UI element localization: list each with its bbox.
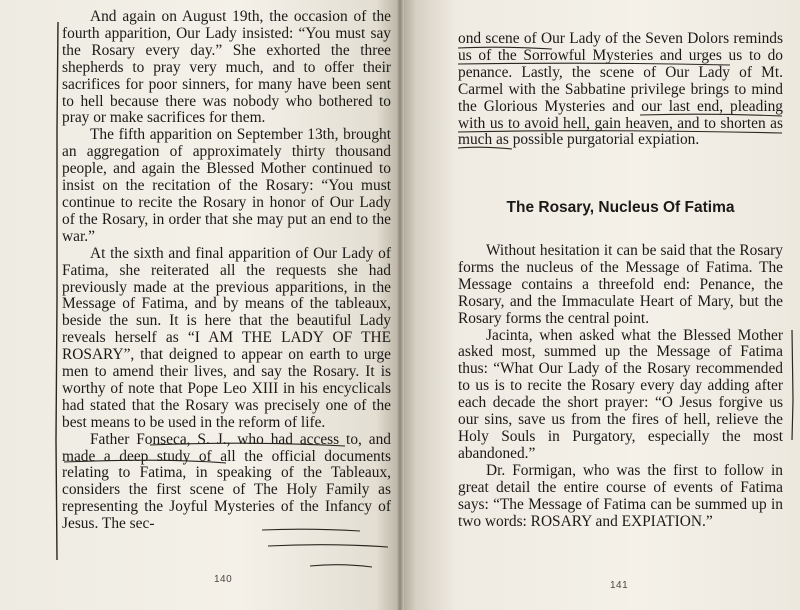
left-page-text [62,9,391,533]
right-page-text [458,243,783,530]
page-number-right: 141 [610,580,629,591]
paragraph: Dr. Formigan, who was the first to follow in great detail the entire course of events of Fatima says: “The Message of Fatima can be summed up in two words: ROSARY and EXPIATION.” [458,461,783,530]
right-page-continuation [458,31,783,149]
paragraph: At the sixth and final apparition of Our Lady of Fatima, she reiterated all the requests she had previously made at the previous apparitions, in the Message of Fatima, and by means of the tableaux, beside the sun. It is here that the beautiful Lady reveals herself as “I AM THE LADY OF THE ROSARY”, that deigned to appear on earth to urge men to amend their lives, and say the Rosary. It is worthy of note that Pope Leo XIII in his encyclicals had stated that the Rosary was precisely one of the best means to be used in the reform of life. [62,244,391,431]
paragraph: Father Fonseca, S. J., who had access to, and made a deep study of all the official documents relating to Fatima, in speaking of the Tableaux, considers the first scene of The Holy Family as representing the Joyful Mysteries of the Infancy of Jesus. The sec- [62,430,391,533]
book-gutter [396,0,404,610]
paragraph: The fifth apparition on September 13th, brought an aggregation of approximately thirty thousand people, and again the Blessed Mother continued to insist on the recitation of the Rosary: “You must continue to recite the Rosary in honor of Our Lady of the Rosary, in order that she may put an end to the war.” [62,126,391,245]
paragraph: Jacinta, when asked what the Blessed Mother asked most, summed up the Message of Fatima thus: “What Our Lady of the Rosary recommended to us is to recite the Rosary every day adding after each decade the short prayer: “O Jesus forgive us our sins, save us from the fires of hell, relieve the Holy Souls in Purgatory, especially the most abandoned.” [458,326,783,462]
section-heading: The Rosary, Nucleus Of Fatima [506,199,735,216]
page-number-left: 140 [214,574,233,585]
paragraph: Without hesitation it can be said that the Rosary forms the nucleus of the Message of Fatima. The Message contains a threefold end: Penance, the Rosary, and the Immaculate Heart of Mary, but the Rosary forms the central point. [458,242,783,327]
paragraph: And again on August 19th, the occasion of the fourth apparition, Our Lady insisted: “You must say the Rosary every day.” She exhorted the three shepherds to pray very much, and to offer their sacrifices for poor sinners, for many have been sent to hell because there was nobody who bothered to pray or make sacrifices for them. [62,8,391,127]
paragraph: ond scene of Our Lady of the Seven Dolors reminds us of the Sorrowful Mysteries and urges us to do penance. Lastly, the scene of Our Lady of Mt. Carmel with the Sabbatine privilege brings to mind the Glorious Mysteries and our last end, pleading with us to avoid hell, gain heaven, and to shorten as much as possible purgatorial expiation. [458,30,783,149]
